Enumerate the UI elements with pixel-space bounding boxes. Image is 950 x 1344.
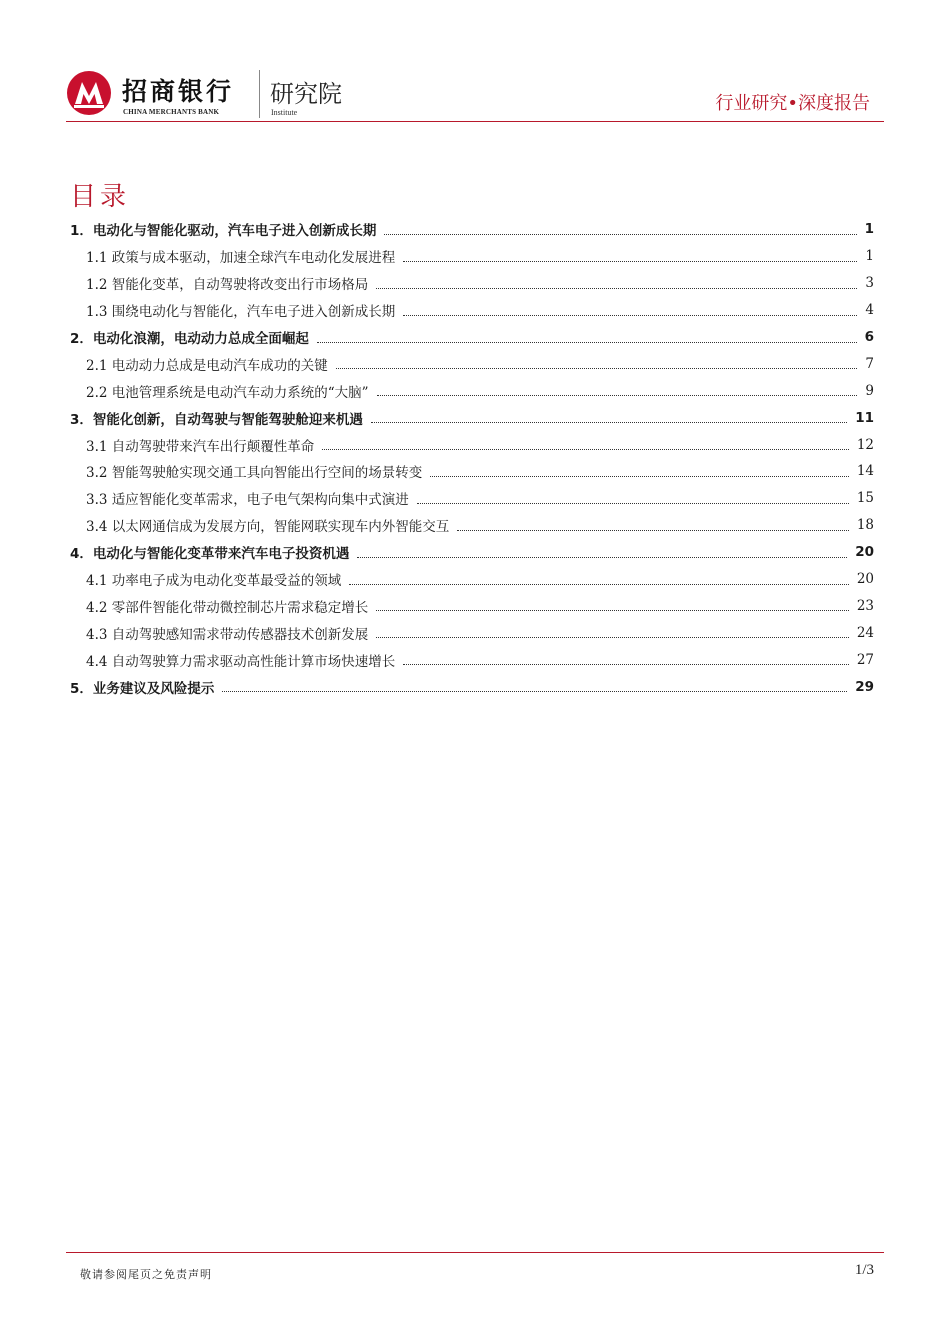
cmb-logo-icon — [66, 70, 112, 116]
toc-entry-text: 1.2 智能化变革，自动驾驶将改变出行市场格局 — [86, 277, 369, 294]
toc-section-entry[interactable] — [70, 270, 874, 297]
toc-entry-page: 3 — [865, 275, 874, 292]
toc-entry-text: 1.1 政策与成本驱动，加速全球汽车电动化发展进程 — [86, 250, 396, 267]
toc-dot-leader — [430, 476, 849, 477]
toc-dot-leader — [322, 449, 849, 450]
toc-dot-leader — [349, 584, 849, 585]
toc-section-entry[interactable] — [70, 646, 874, 673]
toc-entry-page: 1 — [864, 221, 874, 238]
toc-dot-leader — [357, 557, 847, 558]
toc-entry-text: 4.3 自动驾驶感知需求带动传感器技术创新发展 — [86, 626, 369, 643]
toc-dot-leader — [417, 503, 849, 504]
toc-entry-page: 18 — [856, 517, 874, 534]
toc-entry-text: 3.2 智能驾驶舱实现交通工具向智能出行空间的场景转变 — [86, 465, 423, 482]
toc-dot-leader — [377, 395, 858, 396]
toc-dot-leader — [317, 342, 857, 343]
toc-entry-page: 15 — [856, 490, 874, 507]
toc-chapter-entry[interactable] — [70, 216, 874, 243]
toc-entry-page: 20 — [856, 571, 874, 588]
toc-entry-text: 2.1 电动动力总成是电动汽车成功的关键 — [86, 357, 328, 374]
toc-chapter-entry[interactable] — [70, 404, 874, 431]
footer-disclaimer: 敬请参阅尾页之免责声明 — [80, 1268, 212, 1281]
toc-dot-leader — [336, 368, 858, 369]
toc-entry-page: 20 — [855, 544, 874, 561]
toc-entry-text: 5．业务建议及风险提示 — [70, 680, 215, 697]
toc-dot-leader — [384, 234, 856, 235]
toc-entry-page: 12 — [856, 436, 874, 453]
toc-entry-text: 1．电动化与智能化驱动，汽车电子进入创新成长期 — [70, 223, 377, 240]
report-type-label: 行业研究•深度报告 — [715, 93, 870, 114]
toc-entry-text: 1.3 围绕电动化与智能化，汽车电子进入创新成长期 — [86, 304, 396, 321]
toc-dot-leader — [457, 530, 849, 531]
toc-section-entry[interactable] — [70, 243, 874, 270]
header-divider — [66, 121, 884, 122]
toc-chapter-entry[interactable] — [70, 539, 874, 566]
institute-name-en: Institute — [271, 108, 298, 117]
toc-entry-page: 9 — [865, 382, 874, 399]
toc-section-entry[interactable] — [70, 297, 874, 324]
toc-section-entry[interactable] — [70, 566, 874, 593]
table-of-contents — [70, 216, 874, 700]
toc-entry-text: 3.3 适应智能化变革需求，电子电气架构向集中式演进 — [86, 492, 409, 509]
toc-entry-page: 14 — [856, 463, 874, 480]
toc-entry-text: 4.4 自动驾驶算力需求驱动高性能计算市场快速增长 — [86, 653, 396, 670]
toc-section-entry[interactable] — [70, 485, 874, 512]
footer-page-number: 1/3 — [854, 1262, 874, 1278]
toc-entry-text: 3.4 以太网通信成为发展方向，智能网联实现车内外智能交互 — [86, 519, 450, 536]
toc-dot-leader — [376, 637, 849, 638]
toc-section-entry[interactable] — [70, 512, 874, 539]
brand-divider — [259, 70, 260, 118]
toc-entry-text: 4.1 功率电子成为电动化变革最受益的领域 — [86, 573, 342, 590]
toc-title: 目录 — [70, 182, 131, 212]
toc-entry-text: 2.2 电池管理系统是电动汽车动力系统的“大脑” — [86, 384, 369, 401]
toc-entry-page: 29 — [855, 678, 874, 695]
toc-section-entry[interactable] — [70, 377, 874, 404]
toc-entry-text: 4．电动化与智能化变革带来汽车电子投资机遇 — [70, 546, 350, 563]
toc-chapter-entry[interactable] — [70, 324, 874, 351]
toc-entry-page: 1 — [865, 248, 874, 265]
toc-section-entry[interactable] — [70, 592, 874, 619]
toc-chapter-entry[interactable] — [70, 673, 874, 700]
brand-name-en: CHINA MERCHANTS BANK — [123, 108, 220, 116]
toc-entry-page: 7 — [865, 355, 874, 372]
toc-dot-leader — [403, 261, 857, 262]
toc-dot-leader — [376, 610, 849, 611]
toc-section-entry[interactable] — [70, 350, 874, 377]
toc-entry-text: 4.2 零部件智能化带动微控制芯片需求稳定增长 — [86, 599, 369, 616]
toc-entry-text: 3.1 自动驾驶带来汽车出行颠覆性革命 — [86, 438, 315, 455]
toc-entry-page: 23 — [856, 597, 874, 614]
toc-dot-leader — [376, 288, 857, 289]
toc-dot-leader — [403, 315, 857, 316]
toc-entry-text: 2．电动化浪潮，电动动力总成全面崛起 — [70, 331, 309, 347]
toc-dot-leader — [222, 691, 847, 692]
toc-entry-page: 11 — [855, 409, 874, 426]
toc-section-entry[interactable] — [70, 458, 874, 485]
brand-name-cn: 招商银行 — [122, 77, 235, 106]
toc-entry-page: 27 — [856, 651, 874, 668]
toc-entry-text: 3．智能化创新，自动驾驶与智能驾驶舱迎来机遇 — [70, 411, 363, 428]
toc-section-entry[interactable] — [70, 431, 874, 458]
institute-name-cn: 研究院 — [270, 80, 342, 108]
toc-dot-leader — [403, 664, 849, 665]
toc-entry-page: 6 — [864, 329, 874, 345]
toc-dot-leader — [371, 422, 847, 423]
toc-entry-page: 4 — [865, 302, 874, 319]
footer-divider — [66, 1252, 884, 1253]
page-header — [66, 62, 884, 122]
toc-section-entry[interactable] — [70, 619, 874, 646]
toc-entry-page: 24 — [856, 624, 874, 641]
